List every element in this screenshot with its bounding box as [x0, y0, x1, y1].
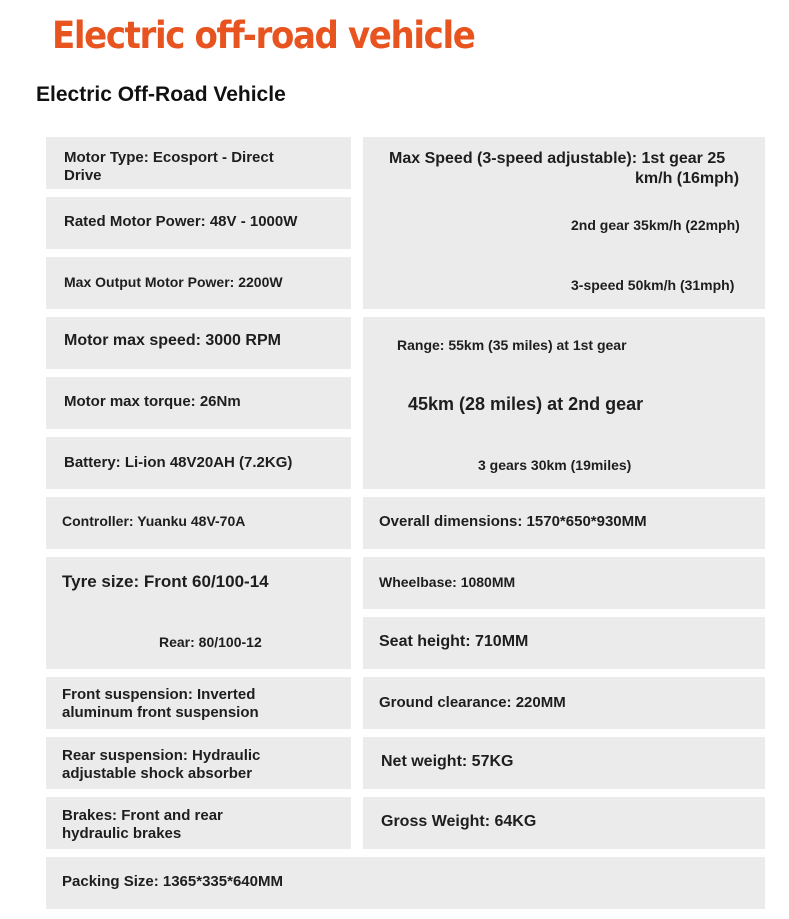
- spec-motor-max-torque: Motor max torque: 26Nm: [64, 393, 241, 410]
- spec-cell-wheelbase: [363, 557, 765, 609]
- spec-ground-clearance: Ground clearance: 220MM: [379, 694, 566, 711]
- spec-range-3rd-gear: 3 gears 30km (19miles): [478, 457, 632, 473]
- spec-net-weight: Net weight: 57KG: [381, 753, 514, 770]
- spec-cell-range: [363, 317, 765, 489]
- page-title: Electric Off-Road Vehicle: [36, 83, 286, 106]
- spec-cell-seat-height: [363, 617, 765, 669]
- spec-controller: Controller: Yuanku 48V-70A: [62, 513, 246, 529]
- spec-cell-motor-type: [46, 137, 351, 189]
- spec-max-speed-3rd-gear: 3-speed 50km/h (31mph): [571, 277, 735, 293]
- spec-cell-front-suspension: [46, 677, 351, 729]
- spec-cell-gross-weight: [363, 797, 765, 849]
- spec-max-speed-2nd-gear: 2nd gear 35km/h (22mph): [571, 217, 740, 233]
- spec-max-output-power: Max Output Motor Power: 2200W: [64, 274, 283, 290]
- spec-cell-ground-clearance: [363, 677, 765, 729]
- spec-cell-net-weight: [363, 737, 765, 789]
- spec-cell-battery: [46, 437, 351, 489]
- spec-tyre-rear: Rear: 80/100-12: [159, 634, 262, 650]
- spec-packing-size: Packing Size: 1365*335*640MM: [62, 873, 283, 890]
- spec-overall-dimensions: Overall dimensions: 1570*650*930MM: [379, 513, 647, 530]
- spec-front-suspension: Front suspension: Inverted aluminum front suspension: [62, 686, 259, 721]
- spec-range-1st-gear: Range: 55km (35 miles) at 1st gear: [397, 337, 627, 353]
- spec-brakes: Brakes: Front and rear hydraulic brakes: [62, 807, 223, 842]
- spec-cell-max-speed: [363, 137, 765, 309]
- spec-cell-packing-size: [46, 857, 765, 909]
- spec-range-2nd-gear: 45km (28 miles) at 2nd gear: [408, 394, 644, 414]
- spec-cell-rated-power: [46, 197, 351, 249]
- spec-gross-weight: Gross Weight: 64KG: [381, 813, 537, 830]
- spec-cell-rear-suspension: [46, 737, 351, 789]
- spec-seat-height: Seat height: 710MM: [379, 633, 529, 650]
- banner-title: Electric off-road vehicle: [52, 14, 475, 57]
- spec-max-speed-1st-gear: Max Speed (3-speed adjustable): 1st gear 25: [389, 150, 726, 167]
- spec-max-speed-1st-gear-unit: km/h (16mph): [635, 170, 740, 187]
- spec-motor-max-speed: Motor max speed: 3000 RPM: [64, 332, 281, 349]
- spec-motor-type: Motor Type: Ecosport - Direct Drive: [64, 149, 274, 184]
- spec-cell-max-output-power: [46, 257, 351, 309]
- spec-cell-brakes: [46, 797, 351, 849]
- spec-tyre-front: Tyre size: Front 60/100-14: [62, 572, 269, 591]
- spec-cell-overall-dimensions: [363, 497, 765, 549]
- spec-cell-controller: [46, 497, 351, 549]
- spec-wheelbase: Wheelbase: 1080MM: [379, 574, 516, 590]
- spec-cell-tyre-size: [46, 557, 351, 669]
- spec-cell-motor-max-torque: [46, 377, 351, 429]
- spec-cell-motor-max-speed: [46, 317, 351, 369]
- spec-rated-power: Rated Motor Power: 48V - 1000W: [64, 213, 298, 230]
- spec-rear-suspension: Rear suspension: Hydraulic adjustable shock absorber: [62, 747, 261, 782]
- spec-battery: Battery: Li-ion 48V20AH (7.2KG): [64, 454, 293, 471]
